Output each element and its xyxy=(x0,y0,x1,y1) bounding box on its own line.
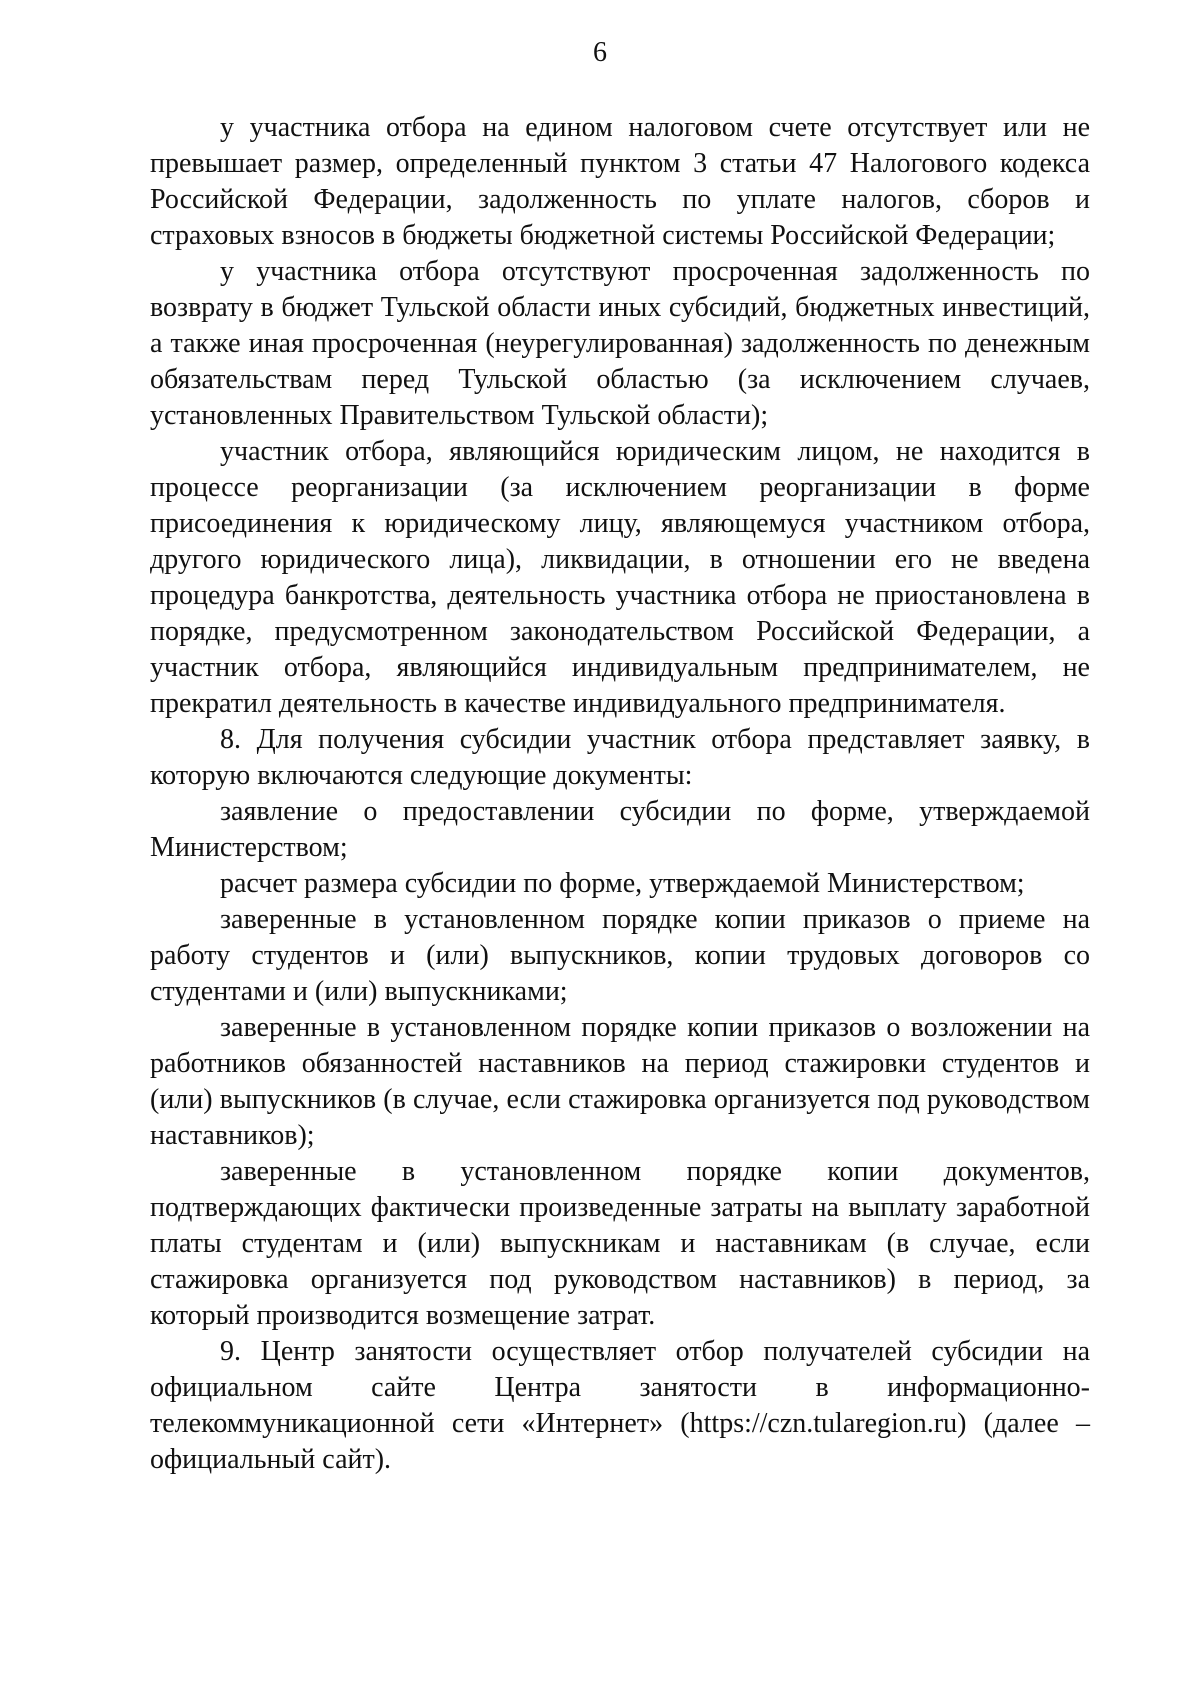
paragraph: 8. Для получения субсидии участник отбора представляет заявку, в которую включаются следующие документы: xyxy=(150,724,1090,791)
paragraph: заявление о предоставлении субсидии по форме, утверждаемой Министерством; xyxy=(150,796,1090,863)
paragraph: у участника отбора отсутствуют просроченная задолженность по возврату в бюджет Тульской области иных субсидий, бюджетных инвестиций, а также иная просроченная (неурегулированная) задолженность по денежным обязательствам перед Тульской областью (за исключением случаев, установленных Правительством Тульской области); xyxy=(150,256,1090,431)
paragraph: заверенные в установленном порядке копии документов, подтверждающих фактически произведенные затраты на выплату заработной платы студентам и (или) выпускникам и наставникам (в случае, если стажировка организуется под руководством наставников) в период, за который производится возмещение затрат. xyxy=(150,1156,1090,1331)
paragraph: заверенные в установленном порядке копии приказов о возложении на работников обязанностей наставников на период стажировки студентов и (или) выпускников (в случае, если стажировка организуется под руководством наставников); xyxy=(150,1012,1090,1151)
paragraph: участник отбора, являющийся юридическим лицом, не находится в процессе реорганизации (за исключением реорганизации в форме присоединения к юридическому лицу, являющемуся участником отбора, другого юридического лица), ликвидации, в отношении его не введена процедура банкротства, деятельность участника отбора не приостановлена в порядке, предусмотренном законодательством Российской Федерации, а участник отбора, являющийся индивидуальным предпринимателем, не прекратил деятельность в качестве индивидуального предпринимателя. xyxy=(150,436,1090,719)
paragraph: у участника отбора на едином налоговом счете отсутствует или не превышает размер, определенный пунктом 3 статьи 47 Налогового кодекса Российской Федерации, задолженность по уплате налогов, сборов и страховых взносов в бюджеты бюджетной системы Российской Федерации; xyxy=(150,112,1090,251)
paragraph: 9. Центр занятости осуществляет отбор получателей субсидии на официальном сайте Центра занятости в информационно-телекоммуникационной сети «Интернет» (https://czn.tularegion.ru) (далее – официальный сайт). xyxy=(150,1336,1090,1475)
paragraph: заверенные в установленном порядке копии приказов о приеме на работу студентов и (или) выпускников, копии трудовых договоров со студентами и (или) выпускниками; xyxy=(150,904,1090,1007)
document-body xyxy=(150,110,1090,1478)
page-number: 6 xyxy=(593,37,607,68)
paragraph: расчет размера субсидии по форме, утверждаемой Министерством; xyxy=(220,868,1025,899)
